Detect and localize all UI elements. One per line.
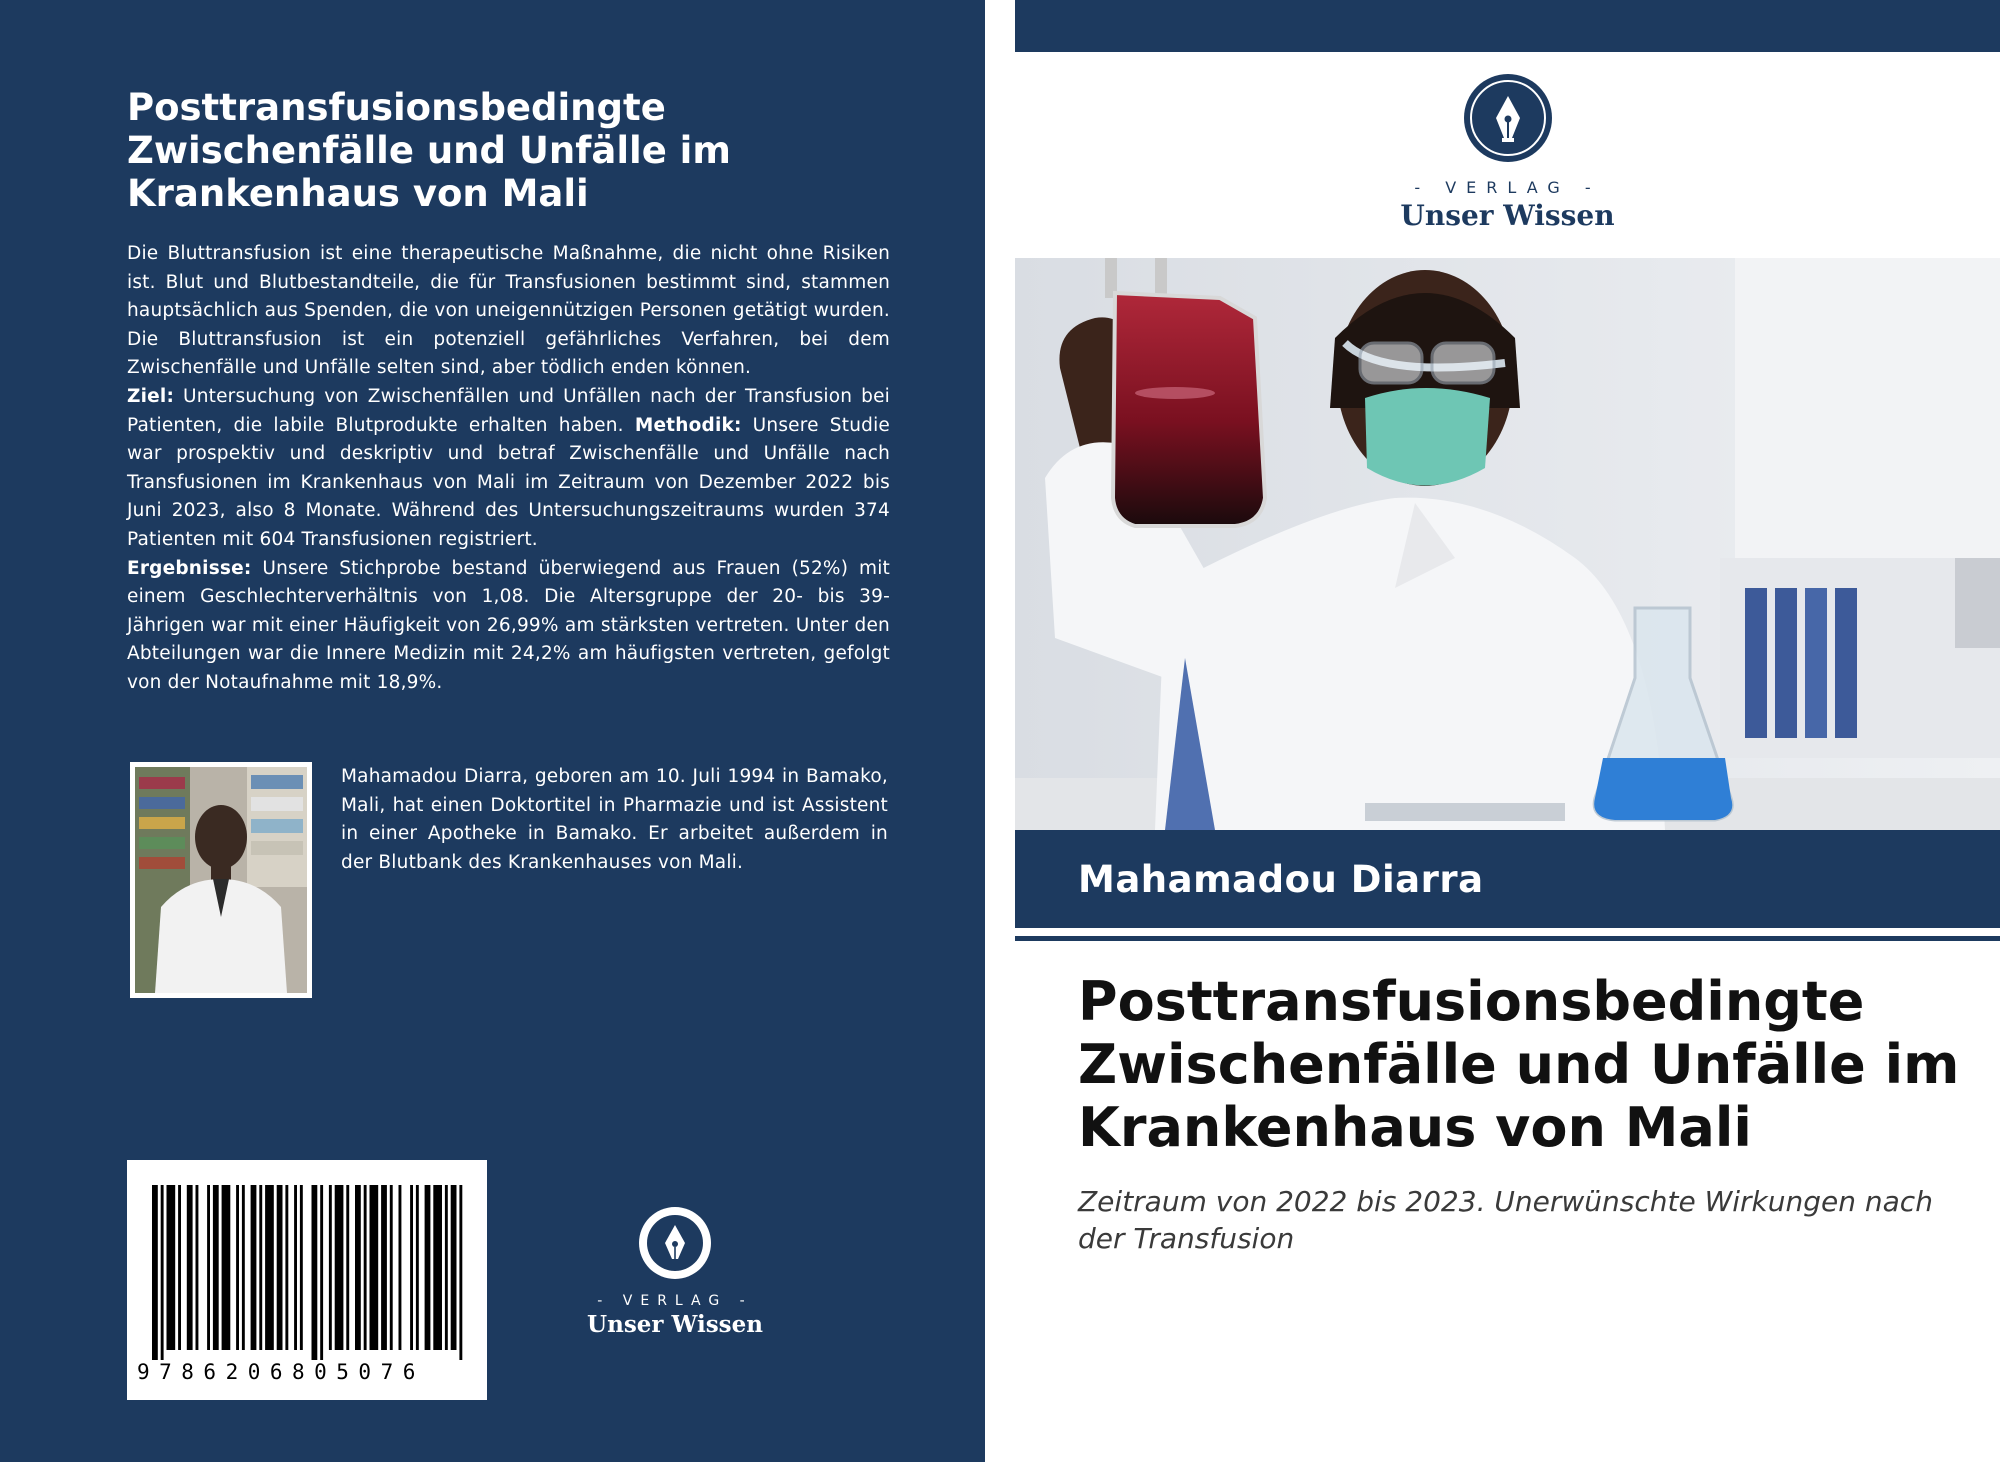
barcode-bar [425,1185,431,1350]
barcode-bar [346,1185,349,1350]
publisher-logo-back [585,1205,765,1338]
barcode-bar [390,1185,393,1350]
results-text: Unsere Stichprobe bestand überwiegend aus Frauen (52%) mit einem Geschlechterverhältnis von 1,08. Die Altersgruppe der 20- bis 39-Jährigen war mit einer Häufigkeit von 26,99% am stärksten vertreten. Unter den Abteilungen war die Innere Medizin mit 24,2% am häufigsten vertreten, gefolgt von der Notaufnahme mit 18,9%. [127,557,890,693]
author-portrait-image [135,767,307,993]
author-name: Mahamadou Diarra [1078,858,1484,901]
barcode-bar [222,1185,231,1350]
back-cover-blurb [127,240,890,698]
verlag-label: - VERLAG - [1414,178,1601,197]
barcode-bar [161,1185,164,1360]
barcode-bar [451,1185,457,1350]
barcode-bar [207,1185,210,1350]
barcode-bar [433,1185,442,1350]
barcode-bar [277,1185,283,1350]
barcode-bar [355,1185,361,1350]
barcode-bar [364,1185,367,1350]
barcode-bar [265,1185,274,1350]
back-cover [0,0,985,1462]
barcode-bar [300,1185,303,1350]
lab-scientist-photo [1015,258,2000,830]
barcode-bar [381,1185,387,1350]
barcode-bar [445,1185,448,1350]
front-top-bar [1015,0,2000,52]
publisher-name: Unser Wissen [587,1311,763,1338]
pen-nib-logo-icon [637,1205,713,1281]
back-cover-title: Posttransfusionsbedingte Zwischenfälle und Unfälle im Krankenhaus von Mali [127,86,731,215]
isbn-number: 9786206805076 [137,1360,425,1384]
results-label: Ergebnisse: [127,557,252,579]
author-bio: Mahamadou Diarra, geboren am 10. Juli 1994 in Bamako, Mali, hat einen Doktortitel in Pharmazie und ist Assistent in einer Apotheke in Bamako. Er arbeitet außerdem in der Blutbank des Krankenhauses von Mali. [341,766,888,873]
aim-text: Untersuchung von Zwischenfällen und Unfällen nach der Transfusion bei Patienten, die labile Blutprodukte erhalten haben. [127,385,890,436]
blurb-aim-method [127,383,890,555]
barcode-bar [320,1185,323,1360]
barcode-bar [187,1185,193,1350]
barcode-bar [167,1185,176,1350]
barcode-bar [335,1185,344,1350]
author-band [1015,830,2000,928]
barcode-bar [213,1185,219,1350]
blurb-results [127,555,890,698]
barcode-bar [370,1185,379,1350]
cover-photo [1015,258,2000,830]
pen-nib-logo-icon [1462,72,1554,164]
barcode-bar [399,1185,402,1350]
barcode-bar [259,1185,262,1350]
barcode-bar [410,1185,413,1350]
front-cover [1015,0,2000,1462]
method-label: Methodik: [634,414,742,436]
barcode-bar [242,1185,245,1350]
spine-gap [985,0,1015,1462]
barcode-bar [312,1185,318,1360]
method-text: Unsere Studie war prospektiv und deskriptiv und betraf Zwischenfälle und Unfälle nach Transfusionen im Krankenhaus von Mali im Zeitraum von Dezember 2022 bis Juni 2023, also 8 Monate. Während des Untersuchungszeitraums wurden 374 Patienten mit 604 Transfusionen registriert. [127,414,890,550]
front-cover-title: Posttransfusionsbedingte Zwischenfälle und Unfälle im Krankenhaus von Mali [1078,970,1960,1159]
isbn-barcode [127,1160,487,1400]
author-photo [130,762,312,998]
barcode-bar [416,1185,419,1350]
publisher-logo-front [1385,72,1630,232]
barcode-bar [251,1185,257,1350]
barcode-bar [236,1185,239,1350]
front-cover-subtitle: Zeitraum von 2022 bis 2023. Unerwünschte Wirkungen nach der Transfusion [1078,1185,1933,1255]
barcode-bar [152,1185,158,1360]
blurb-intro: Die Bluttransfusion ist eine therapeutische Maßnahme, die nicht ohne Risiken ist. Blut und Blutbestandteile, die für Transfusionen bestimmt sind, stammen hauptsächlich aus Spenden, die von uneigennützigen Personen getätigt wurden. Die Bluttransfusion ist ein potenziell gefährliches Verfahren, bei dem Zwischenfälle und Unfälle selten sind, aber tödlich enden können. [127,243,890,379]
divider-line [1015,936,2000,941]
verlag-label: - VERLAG - [597,1293,753,1309]
barcode-bar [329,1185,332,1350]
barcode-bar [285,1185,288,1350]
barcode-bar [178,1185,181,1350]
publisher-name: Unser Wissen [1400,199,1615,232]
aim-label: Ziel: [127,385,175,407]
barcode-bar [294,1185,297,1350]
barcode-bars [127,1160,487,1360]
barcode-bar [459,1185,462,1360]
barcode-bar [196,1185,199,1350]
